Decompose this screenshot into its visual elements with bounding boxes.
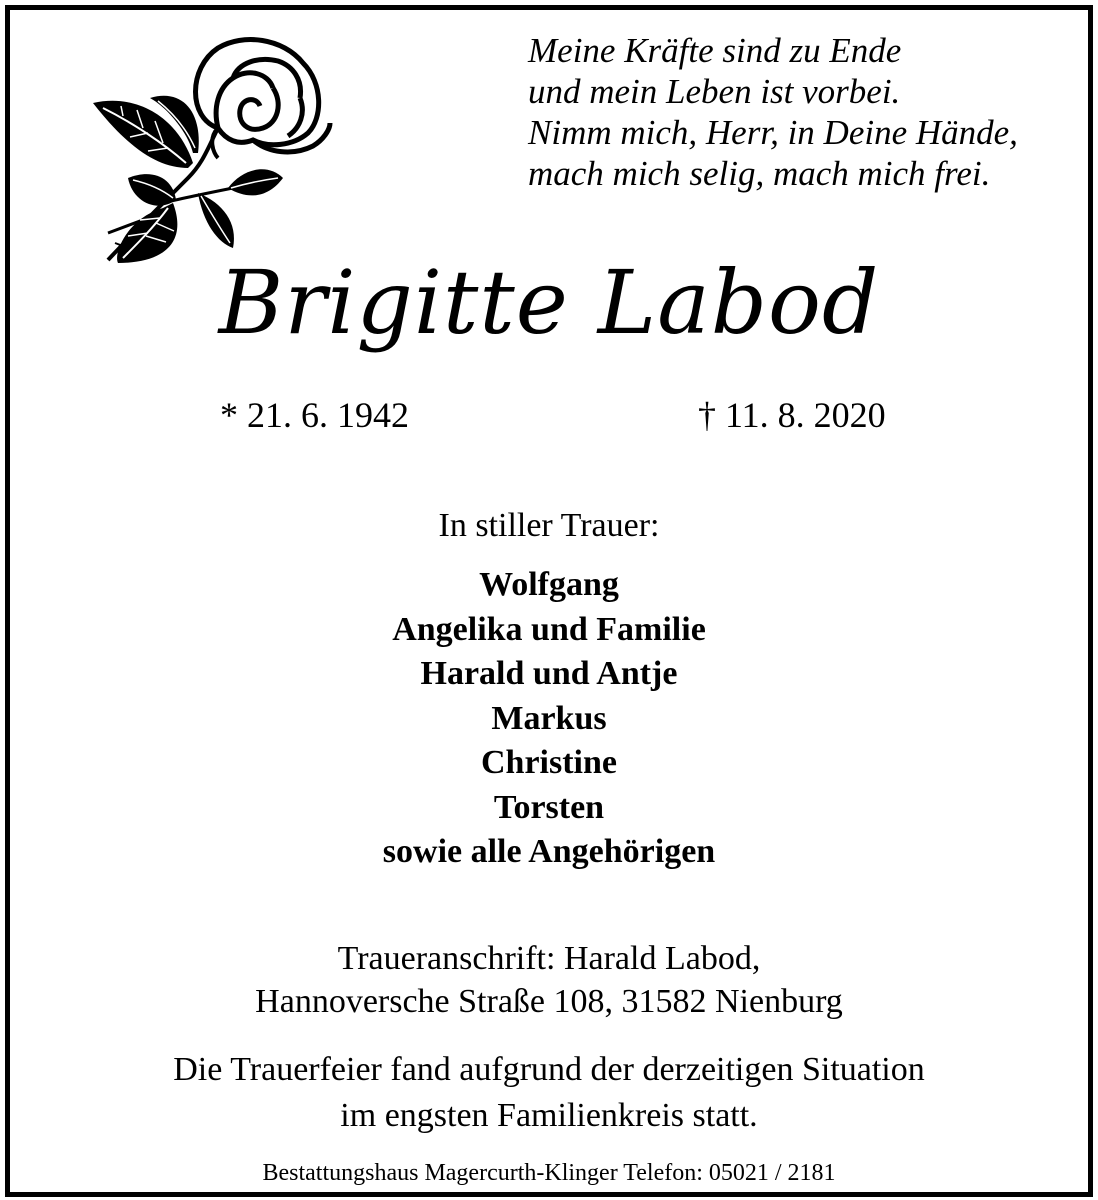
mourner-name: Angelika und Familie bbox=[392, 610, 706, 648]
mourner-name: Markus bbox=[491, 699, 607, 737]
mourner-name: Harald und Antje bbox=[420, 655, 678, 692]
poem-line: Meine Kräfte sind zu Ende bbox=[528, 31, 902, 70]
mourner-name: Christine bbox=[481, 744, 617, 781]
obituary-frame bbox=[5, 5, 1093, 1197]
funeral-home-info: Bestattungshaus Magercurth-Klinger Telefon: 05021 / 2181 bbox=[262, 1160, 836, 1186]
ceremony-line: Die Trauerfeier fand aufgrund der derzeitigen Situation bbox=[173, 1051, 925, 1088]
rose-icon bbox=[68, 28, 338, 273]
poem-line: Nimm mich, Herr, in Deine Hände, bbox=[528, 113, 1018, 152]
poem-line: und mein Leben ist vorbei. bbox=[528, 72, 901, 111]
mourning-intro: In stiller Trauer: bbox=[438, 507, 660, 544]
address-line: Hannoversche Straße 108, 31582 Nienburg bbox=[255, 983, 843, 1020]
mourner-name: Wolfgang bbox=[479, 566, 619, 603]
address-line: Traueranschrift: Harald Labod, bbox=[337, 940, 761, 977]
ceremony-line: im engsten Familienkreis statt. bbox=[340, 1097, 758, 1134]
mourning-address bbox=[10, 937, 1088, 1023]
poem bbox=[528, 30, 1068, 194]
mourner-name: Torsten bbox=[493, 788, 605, 826]
birth-date: * 21. 6. 1942 bbox=[220, 395, 409, 435]
mourner-name: sowie alle Angehörigen bbox=[382, 833, 716, 870]
death-date: † 11. 8. 2020 bbox=[698, 395, 886, 435]
mourners-list bbox=[10, 563, 1088, 875]
ceremony-note bbox=[10, 1047, 1088, 1139]
deceased-name: Brigitte Labod bbox=[218, 251, 880, 354]
poem-line: mach mich selig, mach mich frei. bbox=[528, 154, 991, 193]
